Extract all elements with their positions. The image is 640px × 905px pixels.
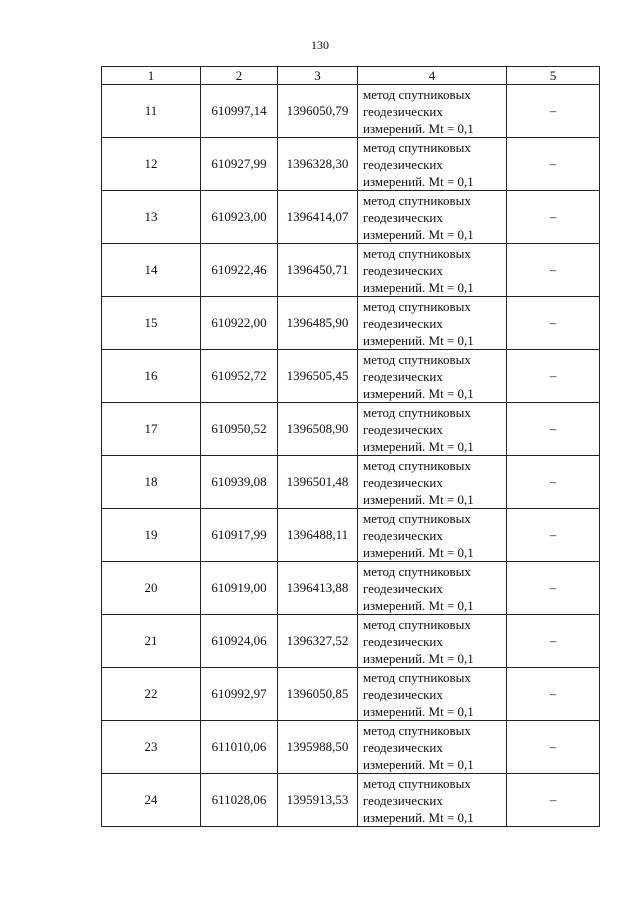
method-line: геодезических — [363, 739, 443, 755]
point-number-cell: 13 — [102, 191, 201, 244]
coordinate-y-cell: 1395988,50 — [278, 721, 358, 774]
coordinate-y-cell: 1396508,90 — [278, 403, 358, 456]
method-line: метод спутниковых — [363, 563, 471, 579]
note-cell: – — [507, 403, 600, 456]
method-line: геодезических — [363, 315, 443, 331]
coordinates-table — [101, 66, 600, 827]
method-line: геодезических — [363, 580, 443, 596]
note-cell: – — [507, 774, 600, 827]
method-line: измерений. Mt = 0,1 — [363, 173, 474, 189]
method-line: геодезических — [363, 527, 443, 543]
table-row — [102, 297, 600, 350]
method-line: измерений. Mt = 0,1 — [363, 226, 474, 242]
method-line: метод спутниковых — [363, 245, 471, 261]
method-cell — [358, 85, 507, 138]
note-cell: – — [507, 456, 600, 509]
method-cell — [358, 562, 507, 615]
method-cell — [358, 774, 507, 827]
method-line: метод спутниковых — [363, 298, 471, 314]
method-line: геодезических — [363, 209, 443, 225]
method-line: метод спутниковых — [363, 457, 471, 473]
method-line: метод спутниковых — [363, 351, 471, 367]
header-col-4: 4 — [358, 67, 507, 85]
coordinate-y-cell: 1396501,48 — [278, 456, 358, 509]
method-cell — [358, 244, 507, 297]
method-line: измерений. Mt = 0,1 — [363, 332, 474, 348]
coordinate-y-cell: 1396050,85 — [278, 668, 358, 721]
method-line: измерений. Mt = 0,1 — [363, 491, 474, 507]
note-cell: – — [507, 562, 600, 615]
method-line: измерений. Mt = 0,1 — [363, 544, 474, 560]
method-cell — [358, 297, 507, 350]
coordinate-x-cell: 611010,06 — [201, 721, 278, 774]
point-number-cell: 12 — [102, 138, 201, 191]
method-line: геодезических — [363, 421, 443, 437]
coordinate-y-cell: 1396505,45 — [278, 350, 358, 403]
note-cell: – — [507, 191, 600, 244]
method-cell — [358, 668, 507, 721]
table-row — [102, 244, 600, 297]
table-row — [102, 562, 600, 615]
page-number: 130 — [311, 38, 329, 52]
note-cell: – — [507, 509, 600, 562]
coordinate-y-cell: 1396414,07 — [278, 191, 358, 244]
method-line: геодезических — [363, 686, 443, 702]
method-line: измерений. Mt = 0,1 — [363, 703, 474, 719]
method-line: измерений. Mt = 0,1 — [363, 650, 474, 666]
table-row — [102, 774, 600, 827]
point-number-cell: 17 — [102, 403, 201, 456]
note-cell: – — [507, 615, 600, 668]
method-cell — [358, 350, 507, 403]
coordinate-y-cell: 1396413,88 — [278, 562, 358, 615]
coordinate-x-cell: 610924,06 — [201, 615, 278, 668]
method-line: метод спутниковых — [363, 722, 471, 738]
coordinate-y-cell: 1396485,90 — [278, 297, 358, 350]
method-line: измерений. Mt = 0,1 — [363, 279, 474, 295]
method-cell — [358, 721, 507, 774]
point-number-cell: 11 — [102, 85, 201, 138]
method-line: измерений. Mt = 0,1 — [363, 597, 474, 613]
point-number-cell: 15 — [102, 297, 201, 350]
point-number-cell: 22 — [102, 668, 201, 721]
coordinate-y-cell: 1395913,53 — [278, 774, 358, 827]
table-row — [102, 138, 600, 191]
method-line: геодезических — [363, 633, 443, 649]
header-col-1: 1 — [102, 67, 201, 85]
method-line: измерений. Mt = 0,1 — [363, 385, 474, 401]
method-line: геодезических — [363, 368, 443, 384]
coordinate-x-cell: 610997,14 — [201, 85, 278, 138]
point-number-cell: 23 — [102, 721, 201, 774]
table-row — [102, 509, 600, 562]
table-row — [102, 85, 600, 138]
coordinate-x-cell: 610992,97 — [201, 668, 278, 721]
table-row — [102, 721, 600, 774]
point-number-cell: 18 — [102, 456, 201, 509]
header-col-2: 2 — [201, 67, 278, 85]
method-line: геодезических — [363, 792, 443, 808]
method-cell — [358, 615, 507, 668]
header-row — [102, 67, 600, 85]
method-line: геодезических — [363, 156, 443, 172]
header-col-3: 3 — [278, 67, 358, 85]
point-number-cell: 16 — [102, 350, 201, 403]
method-line: метод спутниковых — [363, 139, 471, 155]
method-line: геодезических — [363, 262, 443, 278]
coordinate-y-cell: 1396327,52 — [278, 615, 358, 668]
table-row — [102, 456, 600, 509]
coordinate-x-cell: 610927,99 — [201, 138, 278, 191]
coordinate-x-cell: 611028,06 — [201, 774, 278, 827]
method-cell — [358, 509, 507, 562]
method-line: метод спутниковых — [363, 510, 471, 526]
note-cell: – — [507, 138, 600, 191]
method-line: метод спутниковых — [363, 775, 471, 791]
method-line: измерений. Mt = 0,1 — [363, 809, 474, 825]
method-line: метод спутниковых — [363, 669, 471, 685]
point-number-cell: 14 — [102, 244, 201, 297]
note-cell: – — [507, 244, 600, 297]
note-cell: – — [507, 721, 600, 774]
method-line: геодезических — [363, 474, 443, 490]
method-line: измерений. Mt = 0,1 — [363, 120, 474, 136]
note-cell: – — [507, 350, 600, 403]
method-line: метод спутниковых — [363, 616, 471, 632]
method-line: измерений. Mt = 0,1 — [363, 438, 474, 454]
point-number-cell: 21 — [102, 615, 201, 668]
table-row — [102, 350, 600, 403]
method-cell — [358, 138, 507, 191]
method-cell — [358, 456, 507, 509]
point-number-cell: 20 — [102, 562, 201, 615]
method-line: метод спутниковых — [363, 86, 471, 102]
method-line: метод спутниковых — [363, 404, 471, 420]
table-header — [102, 67, 600, 85]
coordinate-x-cell: 610952,72 — [201, 350, 278, 403]
method-line: измерений. Mt = 0,1 — [363, 756, 474, 772]
point-number-cell: 19 — [102, 509, 201, 562]
coordinate-x-cell: 610939,08 — [201, 456, 278, 509]
note-cell: – — [507, 297, 600, 350]
method-cell — [358, 191, 507, 244]
coordinate-y-cell: 1396050,79 — [278, 85, 358, 138]
coordinate-y-cell: 1396488,11 — [278, 509, 358, 562]
method-line: геодезических — [363, 103, 443, 119]
note-cell: – — [507, 85, 600, 138]
header-col-5: 5 — [507, 67, 600, 85]
table-row — [102, 668, 600, 721]
coordinate-x-cell: 610950,52 — [201, 403, 278, 456]
coordinate-y-cell: 1396328,30 — [278, 138, 358, 191]
note-cell: – — [507, 668, 600, 721]
coordinate-x-cell: 610922,00 — [201, 297, 278, 350]
table-body — [102, 85, 600, 827]
table-row — [102, 615, 600, 668]
method-line: метод спутниковых — [363, 192, 471, 208]
table-row — [102, 403, 600, 456]
coordinate-y-cell: 1396450,71 — [278, 244, 358, 297]
coordinate-x-cell: 610922,46 — [201, 244, 278, 297]
method-cell — [358, 403, 507, 456]
coordinate-x-cell: 610923,00 — [201, 191, 278, 244]
coordinate-x-cell: 610919,00 — [201, 562, 278, 615]
table-row — [102, 191, 600, 244]
point-number-cell: 24 — [102, 774, 201, 827]
coordinate-x-cell: 610917,99 — [201, 509, 278, 562]
